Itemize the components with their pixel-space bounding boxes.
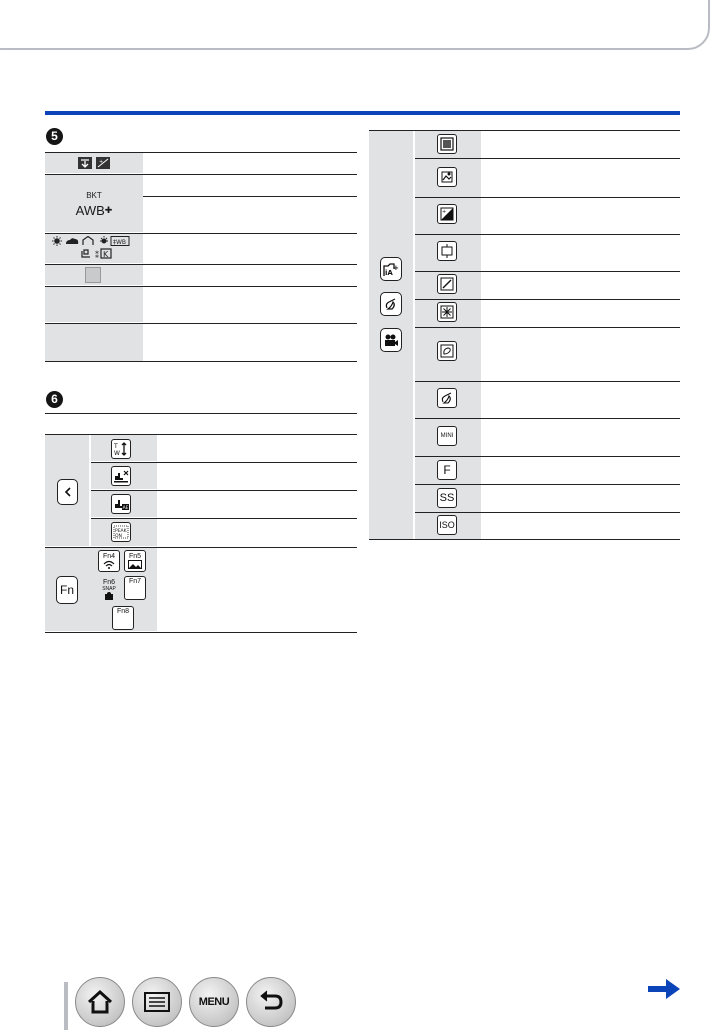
- back-arrow-icon: [257, 990, 285, 1014]
- fn6-snap-icon: Fn6 SNAP: [98, 576, 120, 602]
- page-header-frame: [0, 0, 710, 50]
- home-button[interactable]: [75, 977, 125, 1027]
- shutter-speed-icon: SS: [437, 488, 457, 508]
- artistic-filter-icon: [437, 341, 457, 361]
- miniature-icon: MINI: [437, 426, 457, 446]
- aperture-icon: F: [437, 460, 457, 480]
- section6-table: [45, 413, 357, 635]
- section-divider: [45, 111, 680, 115]
- svg-text:K: K: [103, 250, 109, 259]
- back-button[interactable]: [246, 977, 296, 1027]
- awb-bracket-icon: AWB ✚: [75, 202, 113, 218]
- svg-text:W: W: [114, 450, 120, 457]
- svg-text:PEAK: PEAK: [115, 529, 127, 534]
- bkt-label: BKT: [86, 190, 102, 200]
- section-number-5: 5: [46, 128, 63, 145]
- monochrome-filter-icon: [437, 134, 457, 154]
- creative-control-icon: [380, 292, 402, 316]
- peaking-icon: [111, 522, 131, 542]
- menu-button[interactable]: MENU: [189, 977, 239, 1027]
- fn5-icon: Fn5: [124, 550, 146, 572]
- fn-button-icon: Fn: [56, 576, 78, 604]
- defocus-control-icon: [437, 241, 457, 261]
- touch-shutter-icon: [111, 466, 131, 486]
- svg-text:+: +: [442, 209, 447, 215]
- fn8-icon: Fn8: [112, 606, 134, 630]
- flash-exposure-icon: [77, 156, 113, 170]
- scene-filter-icon: [437, 167, 457, 187]
- svg-text:‡WB: ‡WB: [113, 239, 127, 246]
- color-swatch-icon: [84, 267, 102, 282]
- starburst-icon: [437, 302, 457, 322]
- intelligent-auto-plus-icon: [380, 257, 402, 281]
- contents-button[interactable]: [132, 977, 182, 1027]
- section-number-6: 6: [46, 391, 63, 408]
- svg-text:ON: ON: [115, 534, 122, 539]
- touch-ae-icon: [111, 494, 131, 514]
- fn7-icon: Fn7: [124, 576, 146, 600]
- section5-table: [45, 152, 357, 362]
- fn4-wifi-icon: Fn4: [98, 550, 120, 572]
- svg-text:⁑: ⁑: [95, 251, 99, 260]
- iso-icon: ISO: [437, 515, 457, 535]
- home-icon: [86, 989, 114, 1015]
- exposure-comp-icon: [437, 204, 457, 224]
- right-table: [369, 130, 680, 541]
- creative-filter-icon: [437, 388, 457, 408]
- svg-text:iA: iA: [385, 269, 393, 277]
- touch-zoom-icon: [111, 439, 131, 459]
- svg-text:+: +: [393, 264, 399, 272]
- touch-tab-icon: [57, 479, 78, 505]
- svg-text:AE: AE: [122, 506, 129, 511]
- pencil-adjust-icon: [437, 274, 457, 294]
- nav-divider: [64, 982, 68, 1030]
- movie-mode-icon: [380, 328, 402, 352]
- white-balance-icons: [51, 236, 139, 260]
- svg-text:+: +: [99, 159, 104, 165]
- svg-text:T: T: [114, 443, 118, 450]
- list-icon: [143, 991, 171, 1013]
- next-page-arrow-icon[interactable]: [646, 976, 682, 1002]
